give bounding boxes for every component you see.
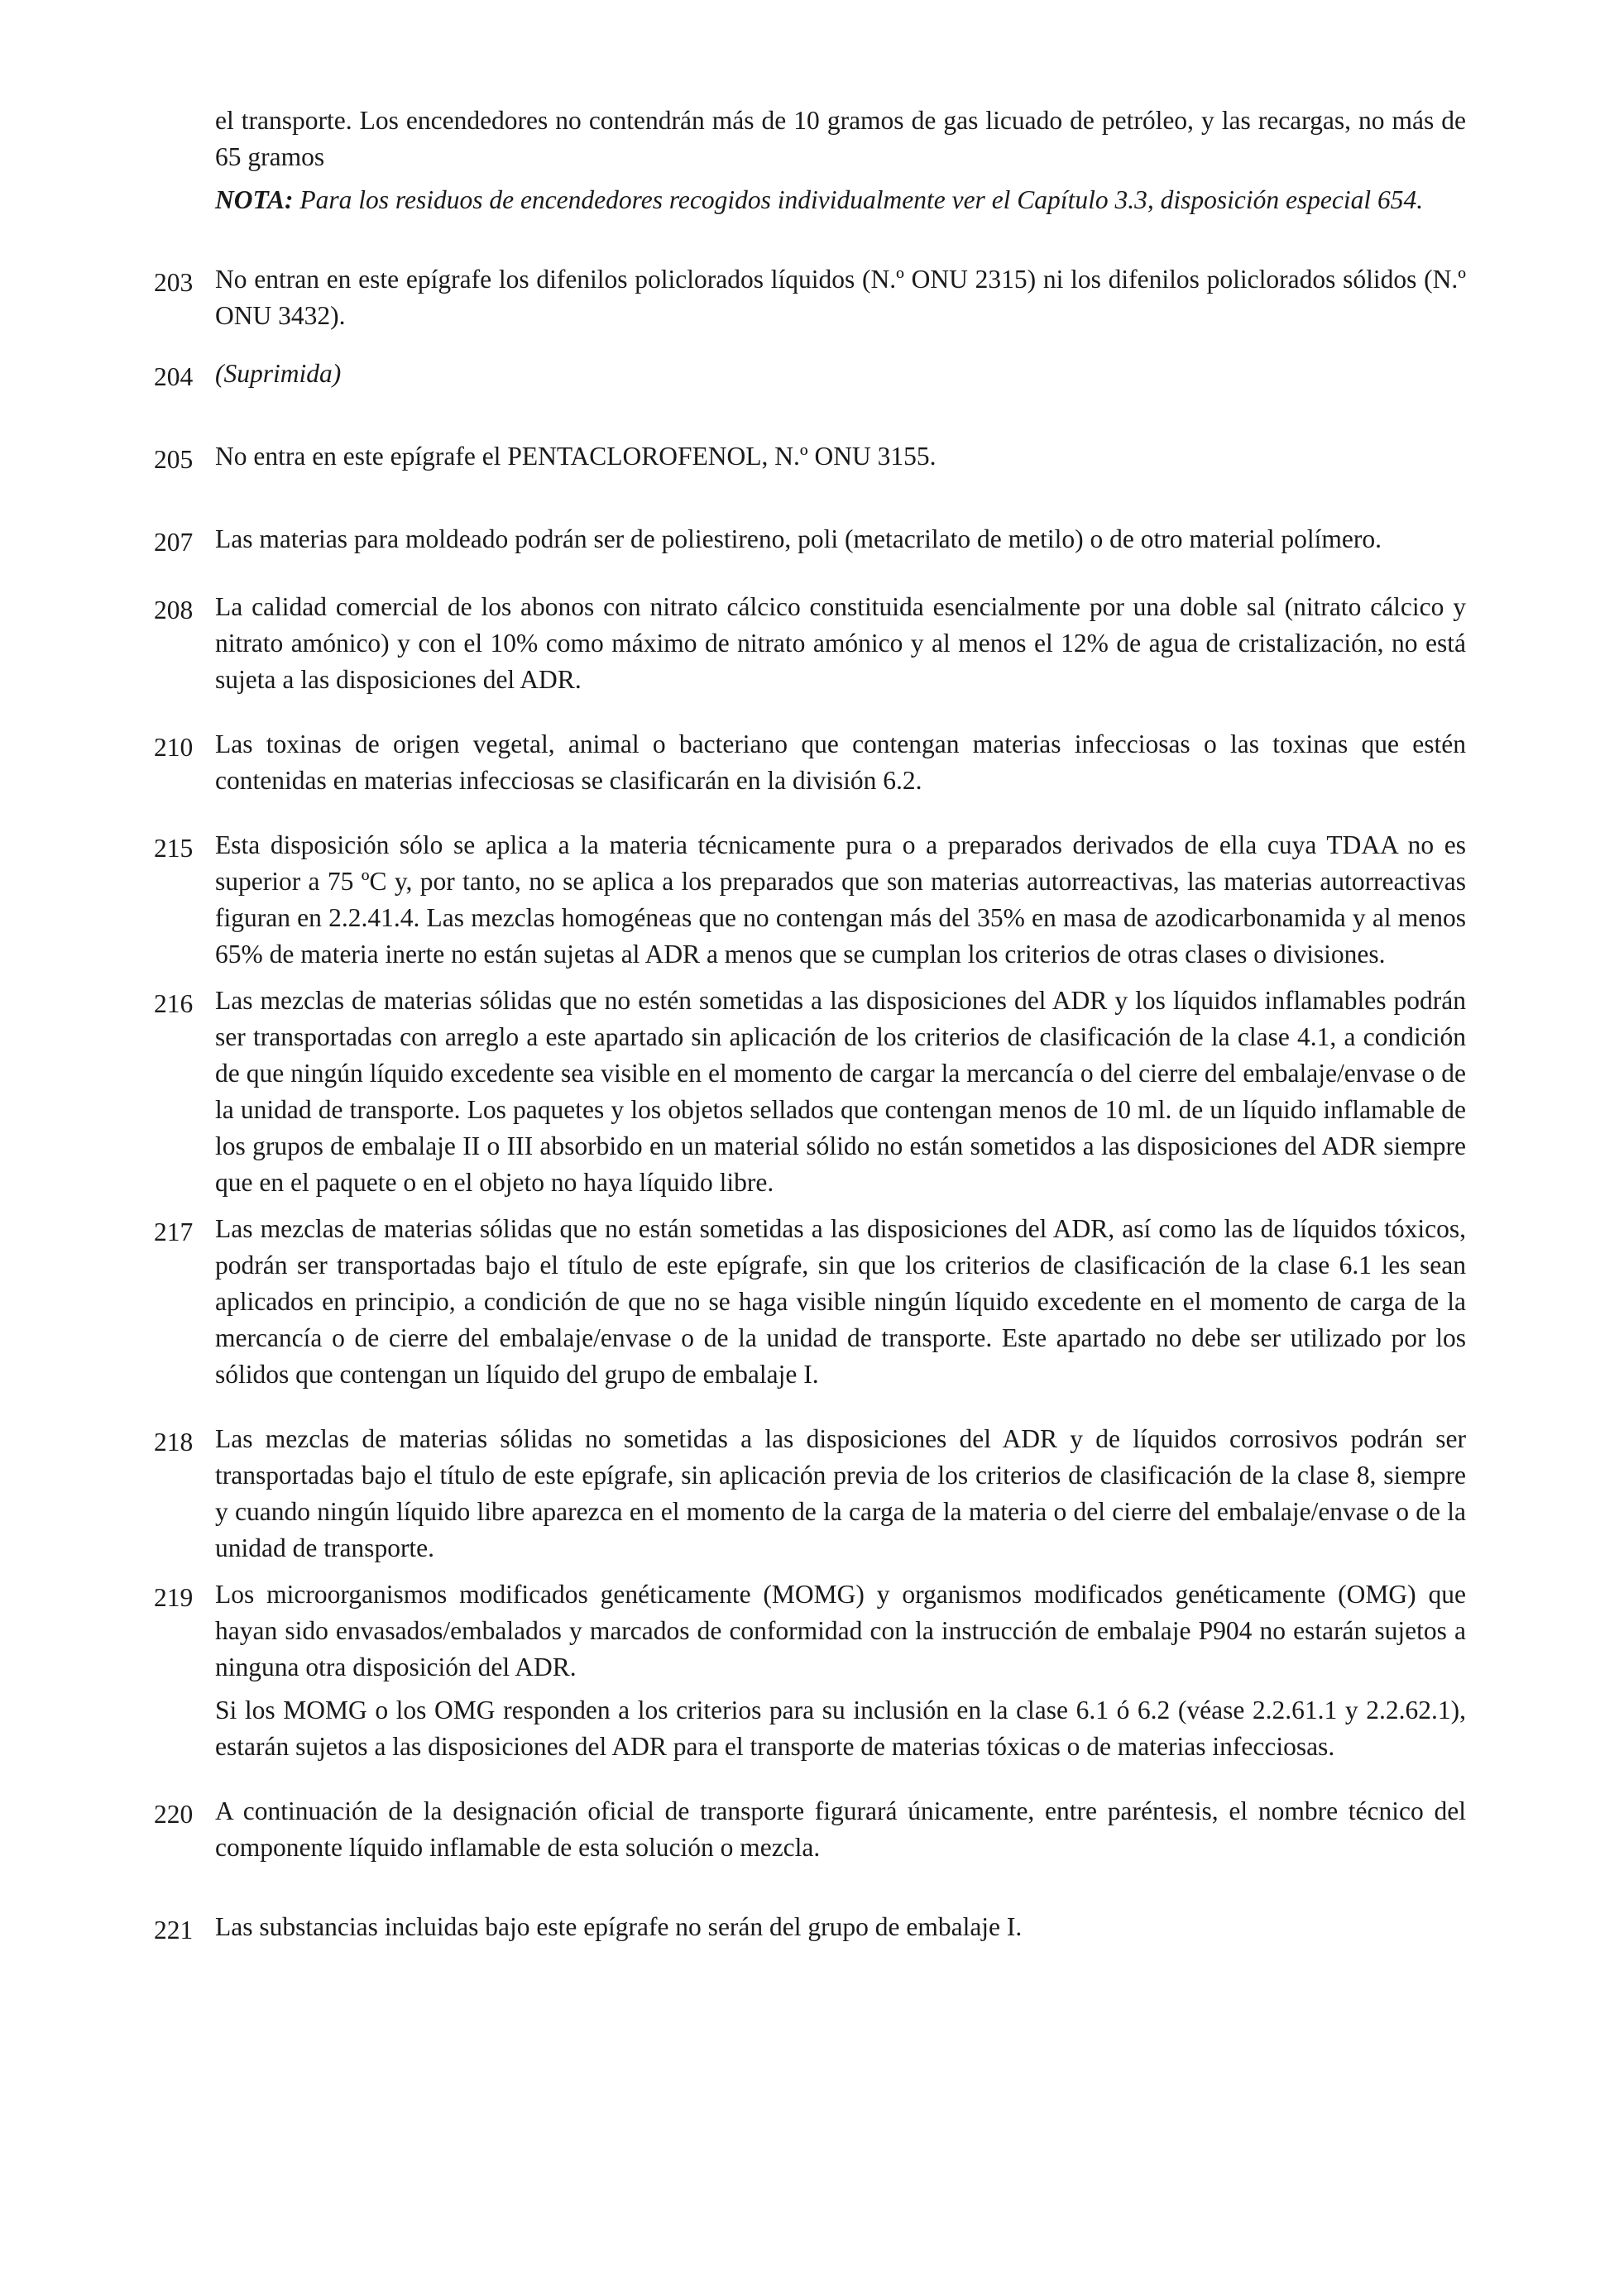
provision-paragraph: Las substancias incluidas bajo este epígrafe no serán del grupo de embalaje I. [215, 1912, 1023, 1941]
provision-body [215, 983, 1466, 1201]
provision-paragraph: Las mezclas de materias sólidas que no están sometidas a las disposiciones del ADR, así como las de líquidos tóxicos, podrán ser transportadas bajo el título de este epígrafe, sin que los criterios de clasificación de la clase 6.1 les sean aplicados en principio, a condición de que no se haga visible ningún líquido excedente en el momento de carga de la mercancía o de cierre del embalaje/envase o de la unidad de transporte. Este apartado no debe ser utilizado por los sólidos que contengan un líquido del grupo de embalaje I. [215, 1214, 1466, 1389]
provision-205 [154, 438, 1478, 478]
provision-number: 203 [154, 268, 194, 297]
provision-number: 215 [154, 834, 194, 863]
provision-number: 208 [154, 596, 194, 624]
provision-number: 220 [154, 1800, 194, 1829]
provision-body [215, 1576, 1466, 1765]
provision-body [215, 726, 1466, 799]
provision-217 [154, 1211, 1478, 1393]
provision-body [215, 521, 1466, 557]
provision-paragraph: Esta disposición sólo se aplica a la materia técnicamente pura o a preparados derivados de ella cuya TDAA no es superior a 75 ºC y, por tanto, no se aplica a los preparados que son materias autorreactivas, las materias autorreactivas figuran en 2.2.41.4. Las mezclas homogéneas que no contengan más del 35% en masa de azodicarbonamida y al menos 65% de materia inerte no están sujetas al ADR a menos que se cumplan los criterios de otras clases o divisiones. [215, 830, 1466, 969]
provision-paragraph: Los microorganismos modificados genéticamente (MOMG) y organismos modificados genéticamente (OMG) que hayan sido envasados/embalados y marcados de conformidad con la instrucción de embalaje P904 no estarán sujetos a ninguna otra disposición del ADR. [215, 1580, 1466, 1681]
provision-218 [154, 1421, 1478, 1567]
provision-204 [154, 356, 1478, 395]
provision-number: 217 [154, 1217, 194, 1246]
provision-body [215, 356, 1466, 392]
provision-body [215, 261, 1466, 334]
provision-body [215, 103, 1466, 218]
provision-number: 219 [154, 1583, 194, 1612]
provision-number: 216 [154, 989, 194, 1018]
provision-paragraph: Las mezclas de materias sólidas que no estén sometidas a las disposiciones del ADR y los líquidos inflamables podrán ser transportadas con arreglo a este apartado sin aplicación de los criterios de clasificación de la clase 4.1, a condición de que ningún líquido excedente sea visible en el momento de cargar la mercancía o del cierre del embalaje/envase o de la unidad de transporte. Los paquetes y los objetos sellados que contengan menos de 10 ml. de un líquido inflamable de los grupos de embalaje II o III absorbido en un material sólido no están sometidos a las disposiciones del ADR siempre que en el paquete o en el objeto no haya líquido libre. [215, 986, 1466, 1197]
provision-221 [154, 1909, 1478, 1949]
provision-body [215, 589, 1466, 698]
provision-body [215, 1793, 1466, 1866]
note-text: Para los residuos de encendedores recogidos individualmente ver el Capítulo 3.3, disposición especial 654. [293, 185, 1424, 214]
provision-215 [154, 827, 1478, 973]
provision-paragraph: (Suprimida) [215, 359, 342, 388]
provision-number: 207 [154, 528, 194, 557]
provision-paragraph: Las materias para moldeado podrán ser de poliestireno, poli (metacrilato de metilo) o de otro material polímero. [215, 524, 1382, 553]
provision-208 [154, 589, 1478, 698]
provision-number: 205 [154, 445, 194, 474]
provision-203 [154, 261, 1478, 334]
provision-number [154, 103, 215, 106]
provision-body [215, 1211, 1466, 1393]
note-label: NOTA: [215, 185, 294, 214]
provision-number: 204 [154, 362, 194, 391]
provision-paragraph: Si los MOMG o los OMG responden a los criterios para su inclusión en la clase 6.1 ó 6.2 (véase 2.2.61.1 y 2.2.62.1), estarán sujetos a las disposiciones del ADR para el transporte de materias tóxicas o de materias infecciosas. [215, 1696, 1466, 1761]
provision-220 [154, 1793, 1478, 1866]
continuation-text: el transporte. Los encendedores no contendrán más de 10 gramos de gas licuado de petróleo, y las recargas, no más de 65 gramos [215, 106, 1466, 171]
provision-paragraph: No entran en este epígrafe los difenilos policlorados líquidos (N.º ONU 2315) ni los difenilos policlorados sólidos (N.º ONU 3432). [215, 265, 1466, 330]
provision-207 [154, 521, 1478, 561]
provision-number: 210 [154, 733, 194, 762]
provision-paragraph: Las toxinas de origen vegetal, animal o bacteriano que contengan materias infecciosas o las toxinas que estén contenidas en materias infecciosas se clasificarán en la división 6.2. [215, 729, 1466, 795]
provision-body [215, 827, 1466, 973]
note [215, 182, 1466, 218]
provision-210 [154, 726, 1478, 799]
provision-number: 221 [154, 1916, 194, 1944]
provision-body [215, 438, 1466, 475]
provision-paragraph: La calidad comercial de los abonos con nitrato cálcico constituida esencialmente por una doble sal (nitrato cálcico y nitrato amónico) y con el 10% como máximo de nitrato amónico y al menos el 12% de agua de cristalización, no está sujeta a las disposiciones del ADR. [215, 592, 1466, 694]
provision-body [215, 1909, 1466, 1945]
provision-number: 218 [154, 1428, 194, 1457]
provision-paragraph: No entra en este epígrafe el PENTACLOROFENOL, N.º ONU 3155. [215, 442, 937, 471]
page-content [154, 103, 1478, 1949]
provision-219 [154, 1576, 1478, 1765]
provision-216 [154, 983, 1478, 1201]
provision-continuation [154, 103, 1478, 218]
provision-paragraph: A continuación de la designación oficial de transporte figurará únicamente, entre paréntesis, el nombre técnico del componente líquido inflamable de esta solución o mezcla. [215, 1796, 1466, 1862]
provision-paragraph: Las mezclas de materias sólidas no sometidas a las disposiciones del ADR y de líquidos corrosivos podrán ser transportadas bajo el título de este epígrafe, sin aplicación previa de los criterios de clasificación de la clase 8, siempre y cuando ningún líquido libre aparezca en el momento de la carga de la materia o del cierre del embalaje/envase o de la unidad de transporte. [215, 1424, 1466, 1562]
provision-body [215, 1421, 1466, 1567]
